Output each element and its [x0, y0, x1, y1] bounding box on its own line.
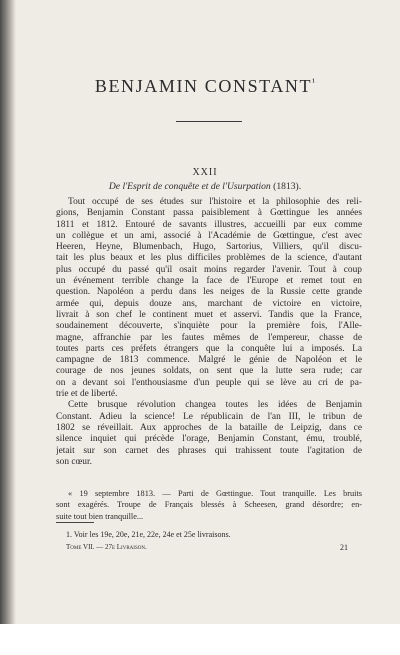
- body-line: jetait sur son carnet des phrases qui trahissent toute l'agitation de: [56, 445, 362, 456]
- body-line: un collègue et un ami, associé à l'Académie de Gœttingue, c'est avec: [56, 230, 362, 241]
- body-line: tait les plus beaux et les plus difficiles problèmes de la science, d'autant: [56, 253, 362, 264]
- body-line: question. Napoléon a perdu dans les neiges de la Russie cette grande: [56, 287, 362, 298]
- body-line: Tout occupé de ses études sur l'histoire et la philosophie des reli-: [68, 197, 362, 207]
- body-line: magne, affranchie par les fautes mêmes de l'empereur, chasse de: [56, 332, 362, 343]
- body-line: un événement terrible change la face de l'Europe et remet tout en: [56, 276, 362, 287]
- body-line: Cette brusque révolution changea toutes les idées de Benjamin: [68, 400, 362, 411]
- quote-line: sont exagérés. Troupe de Français blessés à Scheesen, grand désordre; en-: [56, 500, 362, 510]
- article-title-text: BENJAMIN CONSTANT: [94, 76, 313, 96]
- body-line: son cœur.: [56, 456, 92, 467]
- page-number: 21: [340, 543, 348, 552]
- journal-quote: [56, 489, 362, 523]
- scan-margin: [0, 624, 400, 655]
- body-line: 1811 et 1812. Entouré de savants illustres, accueilli par eux comme: [56, 219, 362, 230]
- quote-line: suite tout bien tranquille...: [56, 511, 144, 521]
- article-title: [40, 76, 370, 97]
- section-number: XXII: [192, 167, 218, 178]
- section-title: [40, 181, 370, 192]
- body-line: on a devant soi l'enthousiasme d'un peuple qui se lève au cri de pa-: [56, 377, 362, 388]
- footnote: 1. Voir les 19e, 20e, 21e, 22e, 24e et 25e livraisons.: [66, 530, 231, 539]
- title-footnote-mark: ¹: [312, 77, 316, 88]
- body-line: campagne de 1813 commence. Malgré le génie de Napoléon et le: [56, 355, 362, 366]
- body-line: courage de nos jeunes soldats, on sent que la lutte sera rude; car: [56, 366, 362, 377]
- body-line: armée qui, depuis douze ans, marchant de victoire en victoire,: [56, 298, 362, 309]
- body-line: trie et de liberté.: [56, 389, 118, 400]
- section-title-text: De l'Esprit de conquête et de l'Usurpation: [108, 181, 271, 192]
- title-rule: [176, 121, 242, 122]
- body-line: Constant. Adieu la science! Le républicain de l'an III, le tribun de: [56, 411, 362, 422]
- body-line: livrait à son chef le continent muet et asservi. Tandis que la France,: [56, 309, 362, 320]
- body-line: 1802 se réveillait. Aux approches de la bataille de Leipzig, dans ce: [56, 422, 362, 433]
- body-line: silence inquiet qui précède l'orage, Benjamin Constant, ému, troublé,: [56, 434, 362, 445]
- body-line: soudainement découverte, s'inquiète pour la première fois, l'Alle-: [56, 321, 362, 332]
- binding-gutter: [0, 0, 16, 655]
- issue-signature: Tome VII. — 27e Livraison.: [66, 543, 147, 551]
- body-text: [56, 197, 362, 468]
- body-line: toutes parts ces préfets étrangers que la conquête lui a imposés. La: [56, 343, 362, 354]
- body-line: Heeren, Heyne, Blumenbach, Hugo, Sartorius, Villiers, qu'il discu-: [56, 242, 362, 253]
- footnote-rule: [56, 522, 94, 523]
- body-line: gions, Benjamin Constant passa paisiblement à Gœttingue les années: [56, 208, 362, 219]
- quote-line: « 19 septembre 1813. — Parti de Gœttingue. Tout tranquille. Les bruits: [68, 489, 362, 498]
- body-line: plus occupé du passé qu'il osait moins regarder l'avenir. Tout à coup: [56, 264, 362, 275]
- section-year: (1813).: [273, 181, 302, 192]
